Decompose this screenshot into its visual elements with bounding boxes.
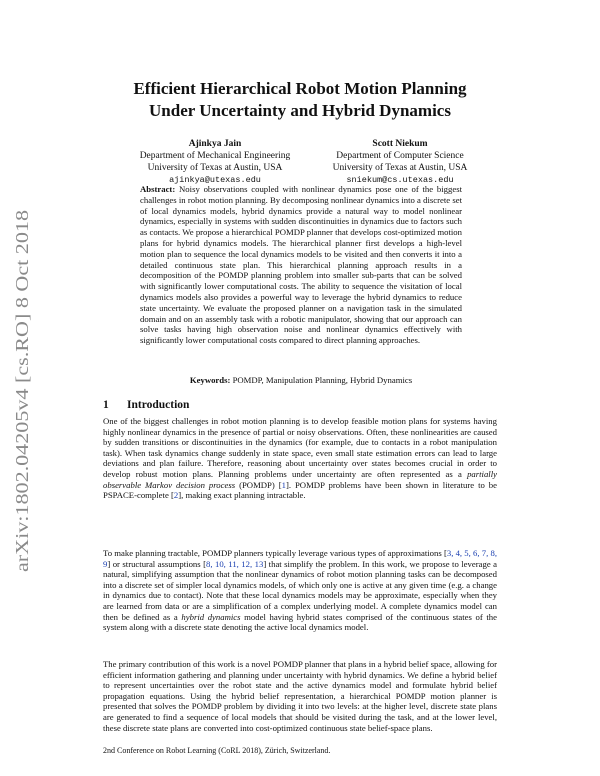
author-block-2 [320, 138, 480, 186]
p1-text-c: ]. POMDP problems have been shown in literature to be PSPACE-complete [ [103, 479, 497, 501]
intro-paragraph-3 [103, 659, 497, 733]
p2-text-b: ] or structural assumptions [ [107, 558, 206, 569]
citation-links[interactable]: 3, 4, 5, 6, 7, 8, 9 [103, 548, 498, 569]
paper-title-line-1: Efficient Hierarchical Robot Motion Planning [133, 79, 467, 98]
p2-text-c: ] that simplify the problem. In this work, we propose to leverage a natural, simplifying assumption that the nonlinear dynamics of robot motion planning tasks can be decomposed into a discrete set of simpler local dynamics models, of which only one is active at any given time (e.g. a change in dynamics due to contact). Note that these local dynamics models may be approximate, especially when they are learned from data or are a simplification of a complex underlying model. A complete dynamics model can then be defined as a [103, 558, 497, 622]
author-university: University of Texas at Austin, USA [332, 163, 468, 173]
arxiv-stamp [6, 206, 36, 576]
author-name: Scott Niekum [372, 139, 428, 149]
abstract-text: Noisy observations coupled with nonlinear dynamics pose one of the biggest challenges in robot motion planning. By decomposing nonlinear dynamics into a discrete set of local dynamics models, hybrid dynamics provide a natural way to model nonlinear dynamics, especially in systems with sudden discontinuities in dynamics due to factors such as contacts. We propose a hierarchical POMDP planner that develops cost-optimized motion plans for hybrid dynamics models. The hierarchical planner first develops a high-level motion plan to sequence the local dynamics models to be visited and then converts it into a detailed continuous state plan. This hierarchical planning approach results in a decomposition of the POMDP planning problem into smaller sub-parts that can be solved with significantly lower computational costs. The ability to sequence the visitation of local dynamics models also provides a powerful way to leverage the hybrid dynamics to reduce state uncertainty. We evaluate the proposed planner on a navigation task in the simulated domain and on an assembly task with a robotic manipulator, showing that our approach can solve tasks having high observation noise and nonlinear dynamics effectively with significantly lower computational costs compared to direct planning approaches. [140, 184, 463, 346]
p3-text: The primary contribution of this work is a novel POMDP planner that plans in a hybrid belief space, allowing for efficient information gathering and planning under uncertainty with hybrid dynamics. We define a hybrid belief to represent uncertainties over the robot state and the active dynamics model and formulate hybrid belief propagation equations. Using the hybrid belief representation, a hierarchical POMDP motion planner is presented that solves the POMDP problem by dividing it into two levels: at the higher level, discrete state plans are generated to find a sequence of local models that should be visited during the task, and at the lower level, these discrete state plans are converted into cost-optimized continuous state belief-space plans. [103, 659, 497, 733]
author-department: Department of Mechanical Engineering [139, 151, 291, 161]
section-number: 1 [103, 399, 109, 411]
p1-text-a: One of the biggest challenges in robot motion planning is to develop feasible motion plans for systems having highly nonlinear dynamics in the presence of partial or noisy observations. Often, these nonlinearities are caused by sudden transitions or discontinuities in the dynamics (for example, due to contacts in a robot manipulation task). When task dynamics change suddenly in state space, even small state estimation errors can lead to large deviations and plan failure. Therefore, reasoning about uncertainty over states becomes crucial in order to develop robust motion plans. Planning problems under uncertainty are often represented as a [103, 416, 497, 479]
p1-text-d: ], making exact planning intractable. [178, 490, 306, 501]
intro-paragraph-1 [103, 416, 497, 501]
abstract-label: Abstract: [140, 184, 176, 194]
keywords-text: POMDP, Manipulation Planning, Hybrid Dynamics [232, 375, 413, 385]
arxiv-stamp-graphic [6, 206, 36, 576]
section-heading [103, 399, 189, 411]
keywords [140, 375, 462, 386]
citation-link[interactable]: 1 [281, 479, 286, 490]
paper-title-line-2: Under Uncertainty and Hybrid Dynamics [149, 101, 451, 120]
keywords-label: Keywords: [189, 375, 231, 385]
p2-text-d: model having hybrid states comprised of the continuous states of the system along with a discrete state denoting the active local dynamics model. [103, 611, 497, 633]
citation-link[interactable]: 2 [173, 490, 179, 501]
paper-title [100, 78, 500, 122]
author-email[interactable]: sniekum@cs.utexas.edu [346, 175, 454, 185]
author-block-1 [130, 138, 300, 186]
author-email[interactable]: ajinkya@utexas.edu [169, 175, 261, 185]
p2-italic-term: hybrid dynamics [181, 611, 241, 622]
arxiv-id: arXiv:1802.04205v4 [cs.RO] 8 Oct 2018 [12, 285, 32, 572]
intro-paragraph-2 [103, 548, 497, 633]
p1-italic-term: partially observable Markov decision process [103, 468, 497, 490]
p2-text-a: To make planning tractable, POMDP planners typically leverage various types of approximations [ [103, 548, 447, 558]
abstract [140, 184, 462, 346]
citation-links[interactable]: 8, 10, 11, 12, 13 [206, 558, 264, 569]
p1-text-b: (POMDP) [ [235, 479, 282, 490]
section-title: Introduction [127, 399, 190, 411]
author-university: University of Texas at Austin, USA [147, 163, 283, 173]
author-department: Department of Computer Science [336, 151, 464, 161]
conference-footer: 2nd Conference on Robot Learning (CoRL 2018), Zürich, Switzerland. [103, 746, 331, 755]
author-name: Ajinkya Jain [188, 139, 242, 149]
